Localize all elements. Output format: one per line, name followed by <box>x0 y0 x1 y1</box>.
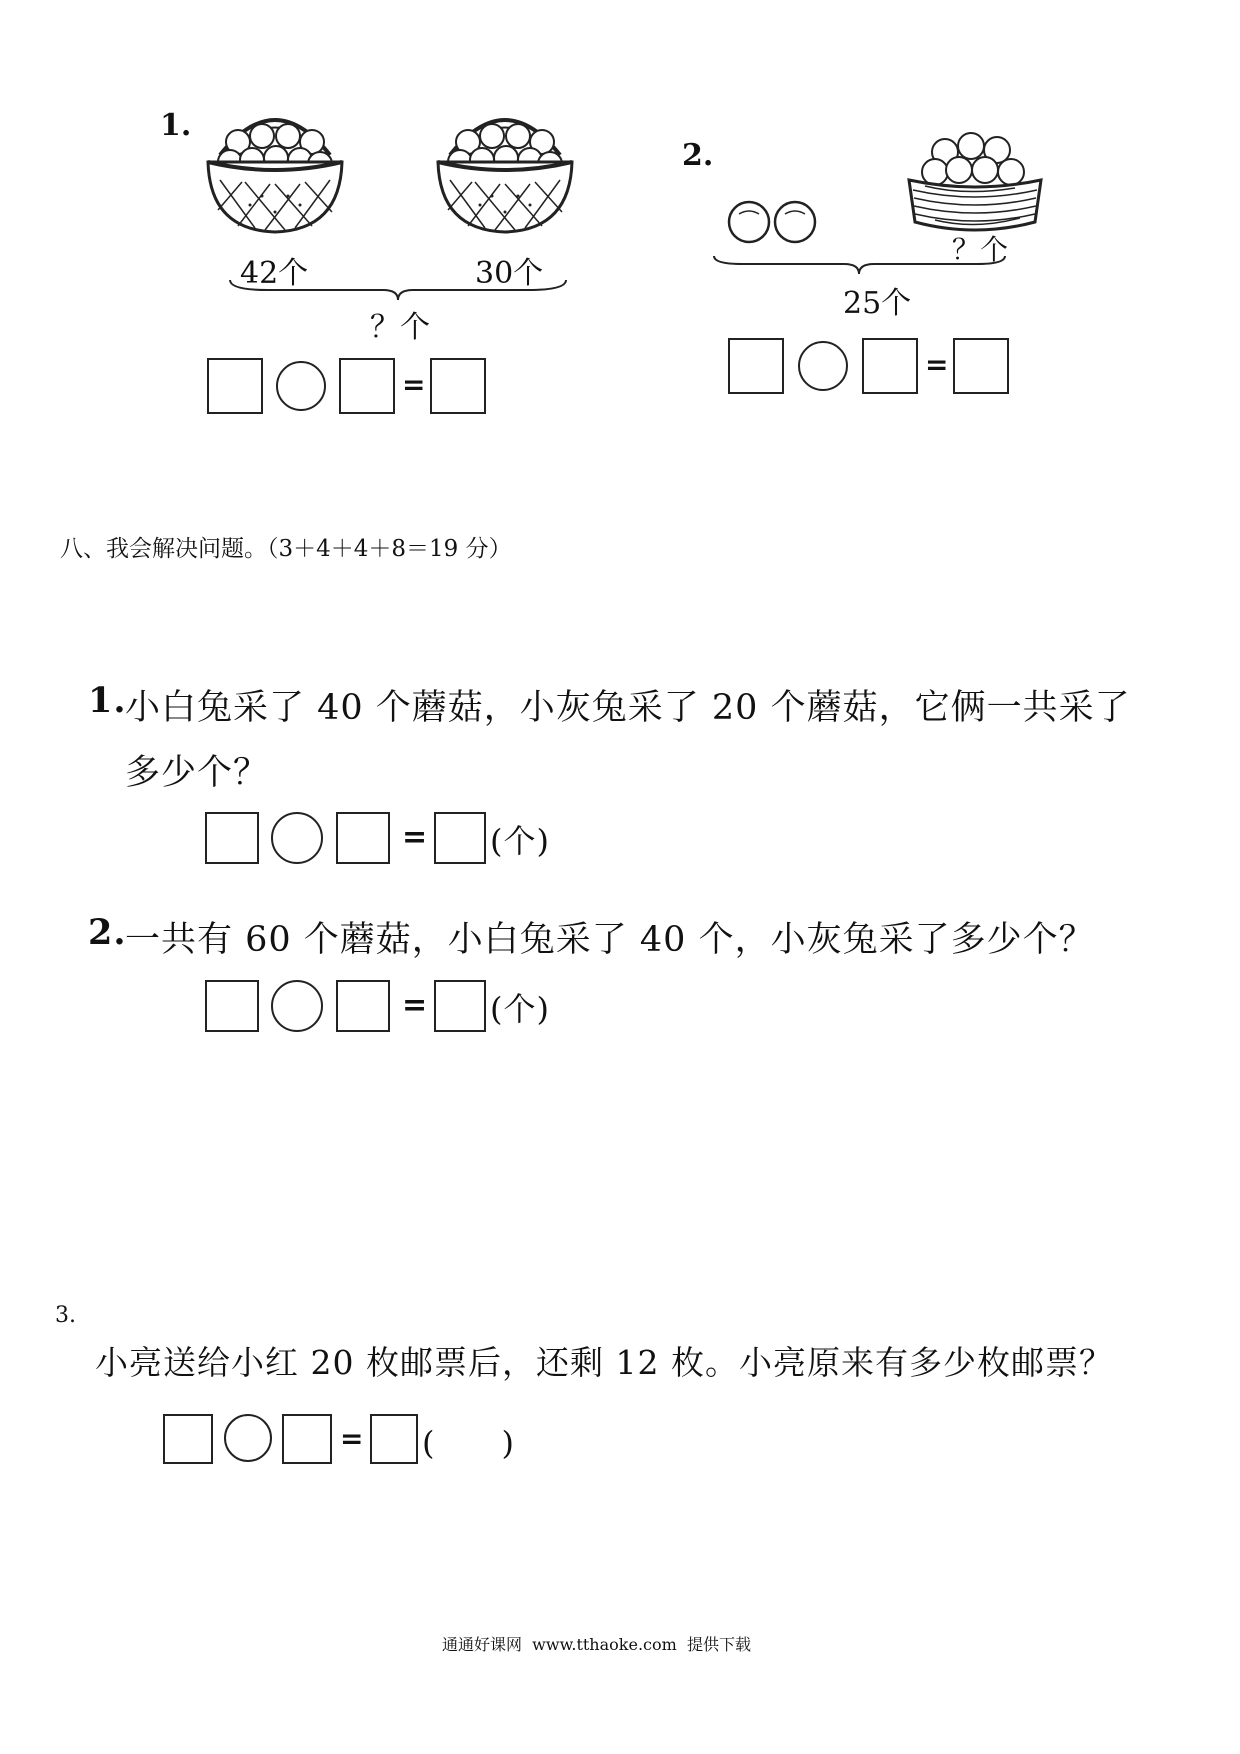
problem-2-answer-box-1[interactable] <box>205 980 259 1032</box>
problem-1-answer-box-2[interactable] <box>336 812 390 864</box>
picture-problem-2-number: 2. <box>682 138 714 173</box>
problem-1-text-line-2: 多少个？ <box>125 753 270 793</box>
problem-3-answer-box-3[interactable] <box>370 1414 418 1464</box>
picture-2-answer-box-2[interactable] <box>862 338 918 394</box>
picture-2-equals-sign: = <box>925 348 949 381</box>
picture-problem-1-number: 1. <box>160 108 192 143</box>
problem-2-text-line-1: 一共有 60 个蘑菇，小白兔采了 40 个，小灰兔采了多少个？ <box>125 920 1095 960</box>
problem-2-number: 2. <box>88 912 127 953</box>
problem-2-answer-box-3[interactable] <box>434 980 486 1032</box>
picture-1-answer-box-3[interactable] <box>430 358 486 414</box>
picture-2-answer-box-1[interactable] <box>728 338 784 394</box>
section-title: 八、我会解决问题。（3＋4＋4＋8＝19 分） <box>60 536 512 562</box>
picture-1-operator-circle[interactable] <box>276 361 326 411</box>
problem-3-answer-box-2[interactable] <box>282 1414 332 1464</box>
picture-2-brace <box>712 254 1007 278</box>
problem-1-operator-circle[interactable] <box>271 812 323 864</box>
apple-basket-left-illustration <box>200 100 350 240</box>
picture-1-left-count: 42个 <box>240 256 309 291</box>
picture-2-part-count: ？个 <box>952 233 1009 266</box>
picture-1-total-count: ？个 <box>370 310 430 345</box>
problem-1-answer-box-1[interactable] <box>205 812 259 864</box>
picture-1-equals-sign: = <box>402 368 426 401</box>
problem-2-operator-circle[interactable] <box>271 980 323 1032</box>
peach-nest-basket-illustration <box>905 130 1045 240</box>
problem-2-answer-box-2[interactable] <box>336 980 390 1032</box>
problem-3-unit: ( ) <box>422 1424 515 1462</box>
picture-1-brace <box>228 278 568 302</box>
apple-basket-right-illustration <box>430 100 580 240</box>
problem-3-operator-circle[interactable] <box>224 1414 272 1462</box>
picture-2-answer-box-3[interactable] <box>953 338 1009 394</box>
footer-credit: 通通好课网 www.tthaoke.com 提供下载 <box>442 1635 751 1654</box>
picture-2-total-count: 25个 <box>843 286 912 321</box>
picture-2-operator-circle[interactable] <box>798 341 848 391</box>
picture-1-answer-box-2[interactable] <box>339 358 395 414</box>
loose-peaches-illustration <box>725 198 825 248</box>
problem-1-equals-sign: = <box>402 820 428 855</box>
problem-1-text-line-1: 小白兔采了 40 个蘑菇，小灰兔采了 20 个蘑菇，它俩一共采了 <box>125 688 1131 728</box>
picture-1-answer-box-1[interactable] <box>207 358 263 414</box>
problem-1-unit: (个) <box>490 822 550 860</box>
problem-2-equals-sign: = <box>402 988 428 1023</box>
problem-2-unit: (个) <box>490 990 550 1028</box>
problem-1-number: 1. <box>88 680 127 721</box>
problem-3-answer-box-1[interactable] <box>163 1414 213 1464</box>
problem-3-number: 3. <box>55 1303 76 1328</box>
problem-1-answer-box-3[interactable] <box>434 812 486 864</box>
problem-3-equals-sign: = <box>340 1422 364 1455</box>
problem-3-text-line-1: 小亮送给小红 20 枚邮票后，还剩 12 枚。小亮原来有多少枚邮票？ <box>95 1343 1113 1382</box>
picture-1-right-count: 30个 <box>475 256 544 291</box>
